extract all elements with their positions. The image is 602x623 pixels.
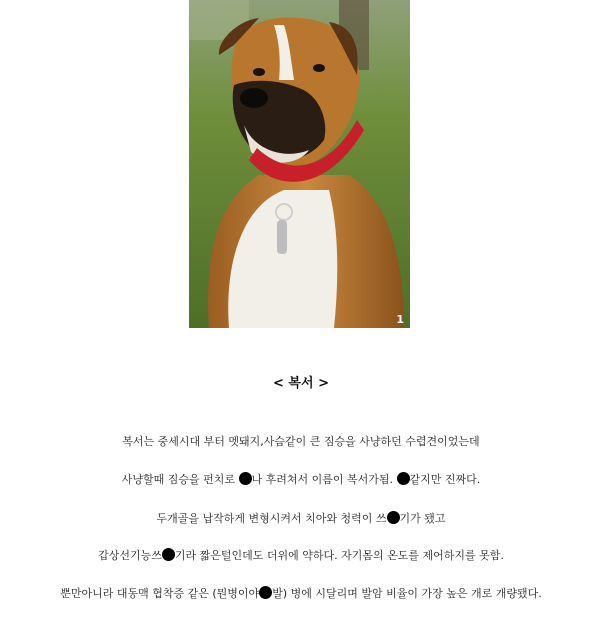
line-text: 같지만 진짜다. [409, 473, 481, 486]
boxer-dog-photo [189, 0, 410, 328]
article-line [0, 510, 602, 526]
article-line [0, 471, 602, 487]
line-text: 기가 됐고 [399, 512, 446, 525]
censor-dot-icon [259, 586, 272, 599]
article-line [0, 433, 602, 449]
line-text: 사냥할때 짐승을 펀치로 [121, 473, 239, 486]
article-line [0, 547, 602, 563]
line-text: 나 후려쳐서 이름이 복서가됨. [251, 473, 397, 486]
line-text: 두개골을 납작하게 변형시켜서 치아와 청력이 쓰 [156, 512, 387, 525]
line-text: 갑상선기능쓰 [98, 549, 162, 562]
censor-dot-icon [239, 472, 252, 485]
line-text: 복서는 중세시대 부터 멧돼지,사슴같이 큰 짐승을 사냥하던 수렵견이었는데 [122, 435, 480, 448]
boxer-dog-icon [189, 0, 410, 328]
line-text: 뿐만아니라 대동맥 협착증 같은 (뭔병이야 [60, 587, 260, 600]
article-title: < 복서 > [273, 376, 329, 391]
line-text: 발) 병에 시달리며 발암 비율이 가장 높은 개로 개량됐다. [272, 587, 542, 600]
censor-dot-icon [387, 511, 400, 524]
censor-dot-icon [162, 548, 175, 561]
photo-number: 1 [396, 313, 404, 326]
line-text: 기라 짧은털인데도 더위에 약하다. 자기몸의 온도를 제어하지를 못함. [174, 549, 504, 562]
censor-dot-icon [397, 472, 410, 485]
article-line [0, 585, 602, 601]
